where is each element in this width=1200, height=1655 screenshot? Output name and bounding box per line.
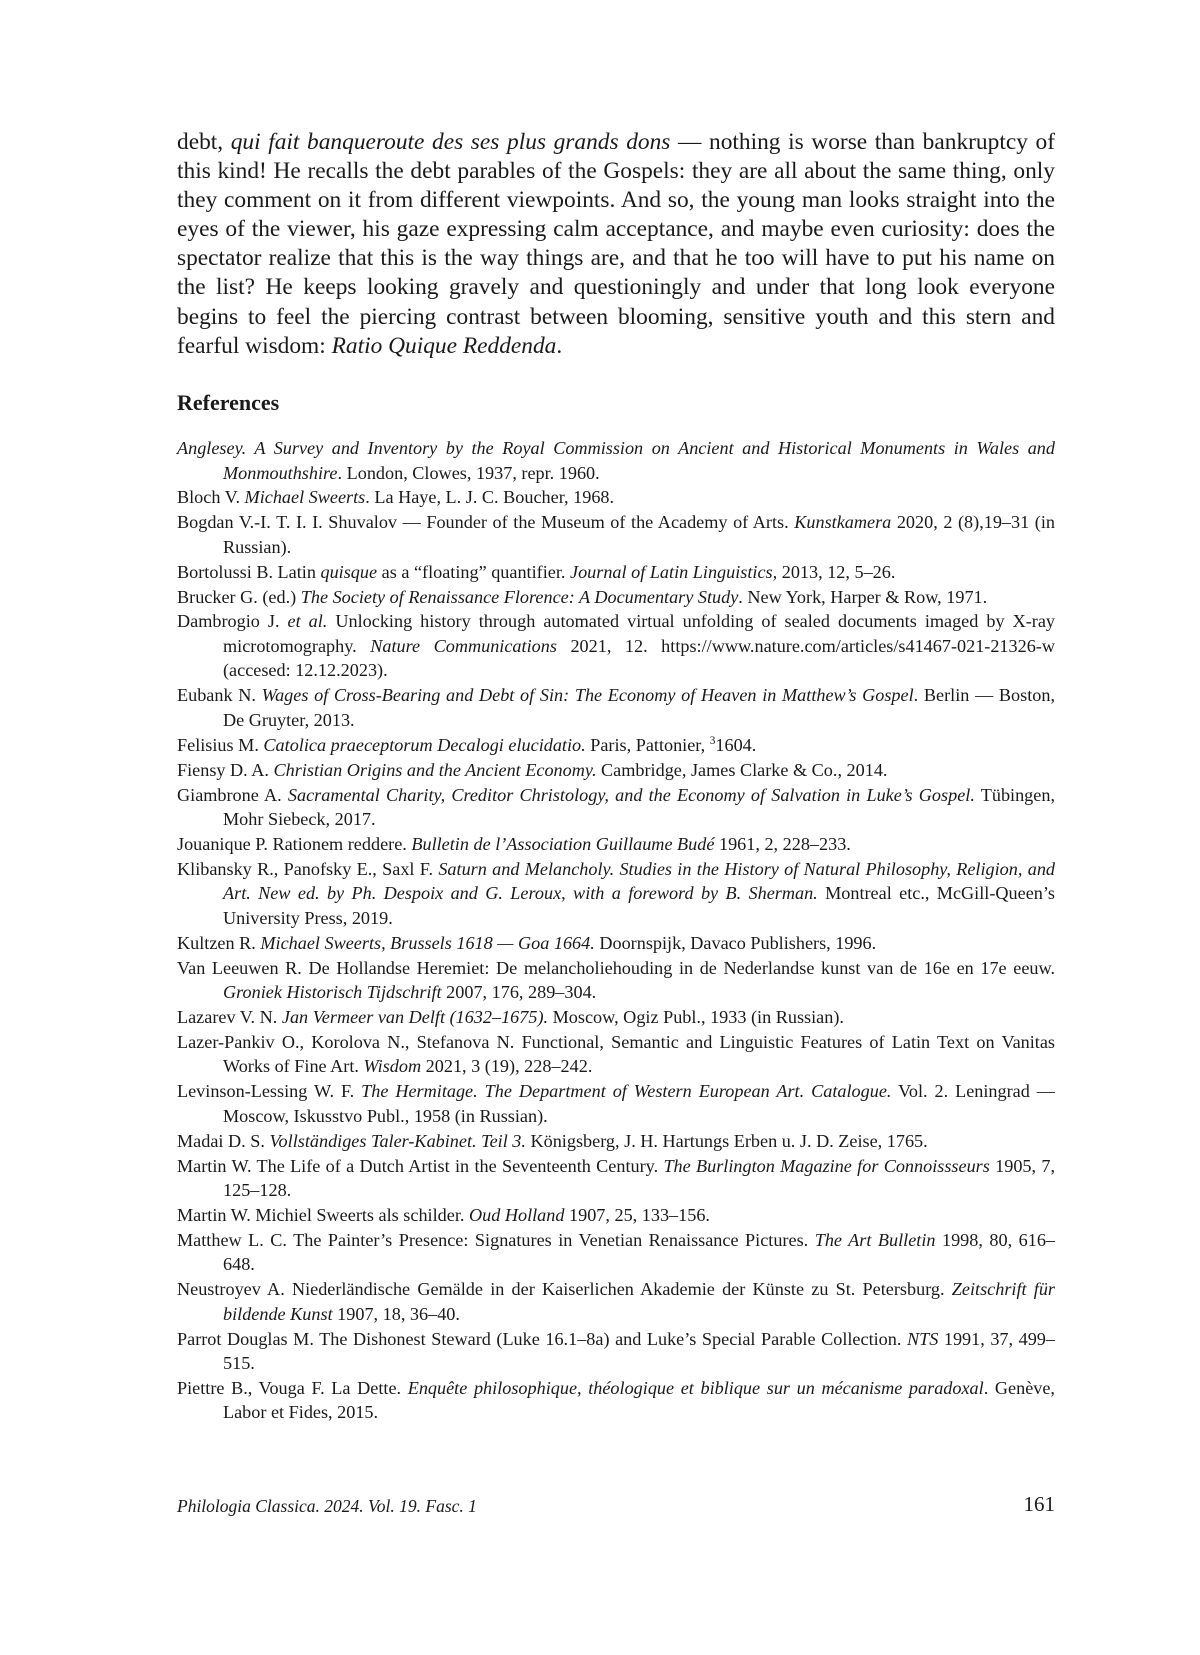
reference-item — [177, 485, 1055, 510]
reference-item — [177, 1030, 1055, 1079]
reference-text: Klibansky R., Panofsky E., Saxl F. — [177, 858, 439, 879]
reference-text: Unlocking history through automated virtual unfolding of sealed documents imaged by X-ray microtomography. — [223, 611, 1055, 656]
references-heading: References — [177, 390, 280, 415]
reference-text: Bloch V. — [177, 487, 245, 508]
reference-item — [177, 510, 1055, 559]
reference-text: 1905, 7, 125–128. — [223, 1155, 1056, 1201]
reference-italic-text: Saturn and Melancholy. Studies in the History of Natural Philosophy, Religion, and Art. New ed. by Ph. Despoix and G. Leroux, with a foreword by B. Sherman. — [223, 858, 1056, 904]
reference-italic-text: Jan Vermeer van Delft (1632–1675). — [281, 1006, 549, 1027]
reference-item — [177, 683, 1055, 732]
body-text-3: . — [556, 332, 563, 359]
reference-text: Jouanique P. Rationem reddere. — [177, 833, 412, 854]
reference-italic-text: et al. — [287, 611, 328, 632]
footer-journal: Philologia Classica. 2024. Vol. 19. Fasc. 1 — [177, 1496, 477, 1516]
reference-italic-text: Bulletin de l’Association Guillaume Budé — [411, 833, 715, 854]
reference-text: Piettre B., Vouga F. La Dette. — [177, 1377, 408, 1398]
reference-item — [177, 1327, 1055, 1376]
reference-text: Dambrogio J. — [177, 611, 288, 632]
reference-text: Fiensy D. A. — [177, 759, 274, 780]
reference-text: 2021, 12. https://www.nature.com/articles/s41467-021-21326-w (accesed: 12.12.2023). — [223, 635, 1056, 681]
reference-item — [177, 1005, 1055, 1030]
reference-italic-text: Catolica praeceptorum Decalogi elucidatio. — [263, 734, 586, 755]
reference-text: . Berlin — Boston, De Gruyter, 2013. — [223, 685, 1055, 730]
reference-item — [177, 1203, 1055, 1228]
reference-text: Martin W. The Life of a Dutch Artist in the Seventeenth Century. — [177, 1155, 664, 1176]
reference-text: Moscow, Ogiz Publ., 1933 (in Russian). — [548, 1006, 844, 1027]
reference-text: Brucker G. (ed.) — [177, 586, 301, 607]
reference-text: 2013, 12, 5–26. — [777, 561, 896, 582]
reference-text: Tübingen, Mohr Siebeck, 2017. — [223, 784, 1055, 830]
body-paragraph — [177, 128, 1055, 361]
body-text-1: debt, — [177, 129, 231, 155]
reference-text: Eubank N. — [177, 685, 262, 706]
reference-superscript: 3 — [709, 734, 716, 747]
reference-text: Giambrone A. — [177, 784, 288, 805]
reference-italic-text: The Hermitage. The Department of Western European Art. Catalogue. — [361, 1081, 892, 1102]
reference-text: Van Leeuwen R. De Hollandse Heremiet: De melancholiehouding in de Nederlandse kunst van de 16e en 17e eeuw. — [177, 957, 1055, 978]
reference-text: as a “floating” quantifier. — [377, 561, 570, 582]
reference-italic-text: Zeitschrift für bildende Kunst — [223, 1279, 1055, 1324]
reference-item — [177, 560, 1055, 585]
reference-italic-text: Nature Communications — [370, 635, 557, 656]
reference-text: Bogdan V.-I. T. I. I. Shuvalov — Founder of the Museum of the Academy of Arts. — [177, 512, 795, 533]
reference-italic-text: NTS — [906, 1328, 939, 1349]
reference-text: Doornspijk, Davaco Publishers, 1996. — [594, 932, 877, 953]
reference-text: Madai D. S. — [177, 1130, 270, 1151]
reference-text: 1998, 80, 616–648. — [223, 1229, 1056, 1275]
reference-italic-text: The Burlington Magazine for Connoissseurs — [663, 1155, 990, 1176]
reference-item — [177, 857, 1055, 931]
reference-text: Lazer-Pankiv O., Korolova N., Stefanova N. Functional, Semantic and Linguistic Features of Latin Text on Vanitas Works of Fine Art. — [177, 1031, 1055, 1077]
reference-item — [177, 1129, 1055, 1154]
reference-text: 2020, 2 (8),19–31 (in Russian). — [223, 512, 1055, 557]
body-text-italic-1: qui fait banqueroute des ses plus grands dons — [230, 129, 671, 155]
body-text-2: — nothing is worse than bankruptcy of this kind! He recalls the debt parables of the Gospels: they are all about the same thing, only they comment on it from different viewpoints. And so, the young man looks straight into the eyes of the viewer, his gaze expressing calm acceptance, and maybe even curiosity: does the spectator realize that this is the way things are, and that he too will have to put his name on the list? He keeps looking gravely and questioningly and under that long look everyone begins to feel the piercing contrast between blooming, sensitive youth and this stern and fearful wisdom: — [177, 129, 1055, 359]
reference-text: . New York, Harper & Row, 1971. — [738, 586, 988, 607]
reference-italic-text: Wages of Cross-Bearing and Debt of Sin: The Economy of Heaven in Matthew’s Gospel — [261, 685, 914, 706]
reference-text: 1604. — [715, 734, 757, 755]
references-list — [177, 436, 1055, 1425]
reference-item — [177, 758, 1055, 783]
reference-text: 1907, 25, 133–156. — [564, 1204, 710, 1225]
reference-italic-text: Wisdom — [363, 1056, 422, 1077]
reference-text: Vol. 2. Leningrad — Moscow, Iskusstvo Publ., 1958 (in Russian). — [223, 1081, 1055, 1126]
reference-italic-text: Vollständiges Taler-Kabinet. Teil 3. — [269, 1130, 526, 1151]
reference-text: Montreal etc., McGill-Queen’s University Press, 2019. — [223, 883, 1055, 928]
reference-italic-text: Christian Origins and the Ancient Economy. — [273, 759, 597, 780]
reference-italic-text: Oud Holland — [468, 1204, 565, 1225]
reference-text: . Genève, Labor et Fides, 2015. — [223, 1377, 1055, 1423]
reference-item — [177, 585, 1055, 610]
reference-item — [177, 436, 1055, 485]
reference-italic-text: Anglesey. A Survey and Inventory by the Royal Commission on Ancient and Historical Monuments in Wales and Monmouthshire — [177, 438, 1055, 483]
reference-text: Paris, Pattonier, — [585, 734, 710, 755]
reference-text: Matthew L. C. The Painter’s Presence: Signatures in Venetian Renaissance Pictures. — [177, 1229, 815, 1250]
page-number: 161 — [1023, 1492, 1055, 1516]
reference-italic-text: quisque — [320, 561, 378, 582]
reference-italic-text: The Art Bulletin — [814, 1229, 936, 1250]
reference-text: Felisius M. — [177, 734, 264, 755]
reference-italic-text: Sacramental Charity, Creditor Christology, and the Economy of Salvation in Luke’s Gospel. — [287, 784, 975, 805]
reference-text: Cambridge, James Clarke & Co., 2014. — [596, 759, 888, 780]
reference-item — [177, 956, 1055, 1005]
reference-item — [177, 1228, 1055, 1277]
body-text-italic-2: Ratio Quique Reddenda — [331, 332, 557, 359]
reference-item — [177, 609, 1055, 683]
reference-item — [177, 931, 1055, 956]
reference-text: 2021, 3 (19), 228–242. — [421, 1056, 593, 1077]
reference-text: 1907, 18, 36–40. — [332, 1303, 460, 1324]
reference-italic-text: Groniek Historisch Tijdschrift — [223, 982, 442, 1003]
reference-italic-text: The Society of Renaissance Florence: A Documentary Study — [300, 586, 739, 607]
reference-text: Levinson-Lessing W. F. — [177, 1081, 362, 1102]
reference-italic-text: Enquête philosophique, théologique et biblique sur un mécanisme paradoxal — [407, 1377, 984, 1398]
reference-item — [177, 1277, 1055, 1326]
reference-text: Neustroyev A. Niederländische Gemälde in der Kaiserlichen Akademie der Künste zu St. Petersburg. — [177, 1279, 952, 1300]
reference-italic-text: Michael Sweerts, Brussels 1618 — Goa 1664. — [260, 932, 595, 953]
reference-text: 2007, 176, 289–304. — [441, 982, 597, 1003]
reference-text: Bortolussi B. Latin — [177, 561, 321, 582]
reference-text: 1961, 2, 228–233. — [714, 833, 851, 854]
reference-item — [177, 1079, 1055, 1128]
reference-text: Parrot Douglas M. The Dishonest Steward (Luke 16.1–8a) and Luke’s Special Parable Collection. — [177, 1328, 907, 1349]
reference-text: Lazarev V. N. — [177, 1006, 282, 1027]
reference-text: Kultzen R. — [177, 932, 261, 953]
reference-item — [177, 1154, 1055, 1203]
reference-italic-text: Michael Sweerts — [244, 487, 366, 508]
reference-text: . London, Clowes, 1937, repr. 1960. — [337, 462, 600, 483]
reference-item — [177, 733, 1055, 758]
reference-text: Martin W. Michiel Sweerts als schilder. — [177, 1204, 469, 1225]
reference-item — [177, 1376, 1055, 1425]
reference-item — [177, 783, 1055, 832]
reference-text: . La Haye, L. J. C. Boucher, 1968. — [365, 487, 615, 508]
reference-text: Königsberg, J. H. Hartungs Erben u. J. D. Zeise, 1765. — [525, 1130, 928, 1151]
reference-item — [177, 832, 1055, 857]
reference-italic-text: Kunstkamera — [794, 512, 892, 533]
reference-text: 1991, 37, 499–515. — [223, 1328, 1055, 1374]
reference-italic-text: Journal of Latin Linguistics, — [570, 561, 778, 582]
